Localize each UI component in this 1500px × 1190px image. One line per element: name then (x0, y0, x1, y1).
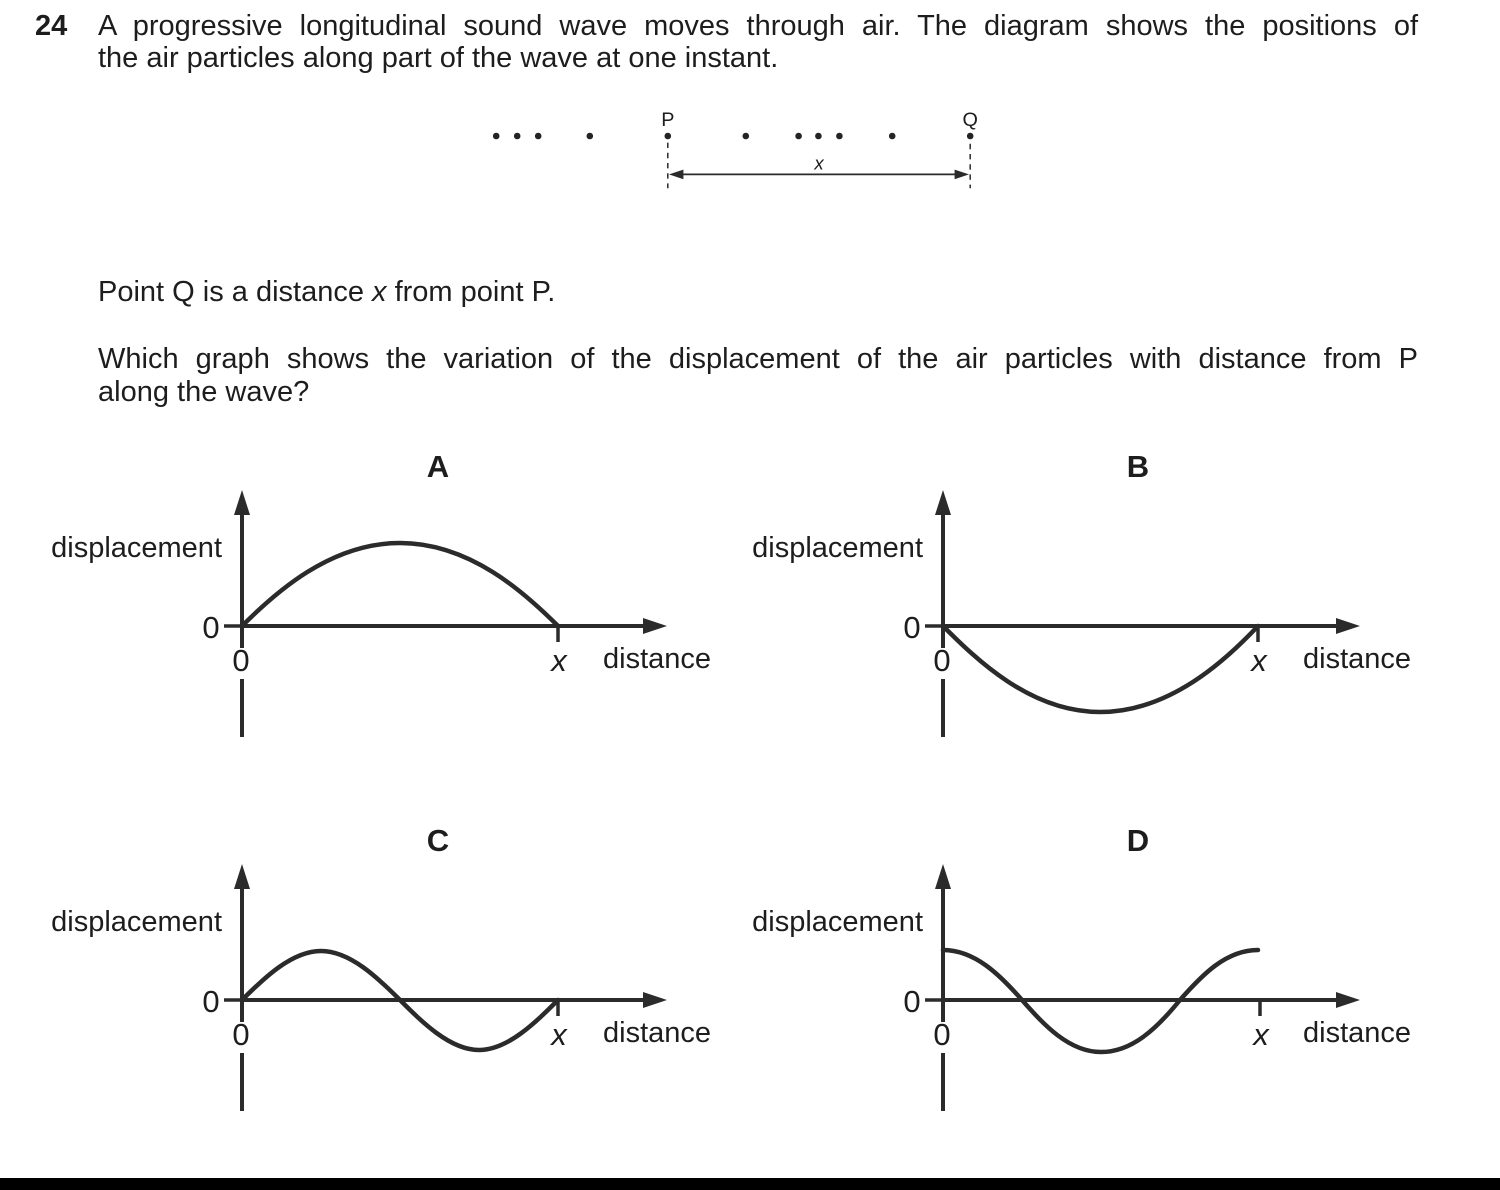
graph-c-x-axis-label: distance (603, 1017, 712, 1049)
graph-a-x-zero: 0 (232, 643, 250, 678)
air-particle-dot (836, 133, 843, 140)
air-particle-dot (889, 133, 896, 140)
graph-a-x-axis-label: distance (603, 643, 712, 675)
graph-c-y-axis-label: displacement (51, 906, 222, 938)
point-note-suffix: from point P. (386, 276, 556, 308)
graph-b-x-axis-label: distance (1303, 643, 1412, 675)
graph-a-x-tick-label: x (551, 643, 567, 678)
graph-c-x-tick-label: x (551, 1017, 567, 1052)
arrowhead-left-icon (669, 170, 683, 180)
prompt-line-2: along the wave? (98, 376, 310, 408)
question-number: 24 (35, 10, 68, 42)
graph-option-c (51, 823, 711, 1111)
particle-diagram (0, 100, 1500, 250)
distance-x-label: x (814, 152, 824, 174)
graph-c-x-arrowhead-icon (643, 992, 667, 1008)
air-particle-dot (815, 133, 822, 140)
air-particle-dot (967, 133, 974, 140)
graph-a-y-axis-label: displacement (51, 532, 222, 564)
graph-b-y-zero: 0 (903, 610, 921, 645)
graph-b-label: B (1126, 449, 1150, 484)
point-note-line (98, 276, 1418, 308)
graph-a-label: A (426, 449, 450, 484)
point-note-variable: x (372, 276, 387, 308)
air-particle-dot (535, 133, 542, 140)
question-intro (98, 10, 1418, 74)
graph-a-x-arrowhead-icon (643, 618, 667, 634)
arrowhead-right-icon (955, 170, 969, 180)
intro-line-1: A progressive longitudinal sound wave moves through air. The diagram shows the positions of (98, 10, 1418, 42)
graph-b-y-axis-label: displacement (752, 532, 923, 564)
graph-c-label: C (426, 823, 450, 858)
graph-b-x-zero: 0 (933, 643, 951, 678)
air-particle-dot (587, 133, 594, 140)
graph-d-y-zero: 0 (903, 984, 921, 1019)
particle-dots (493, 133, 974, 140)
graph-d-x-axis-label: distance (1303, 1017, 1412, 1049)
graph-option-a (51, 449, 711, 737)
graph-d-x-arrowhead-icon (1336, 992, 1360, 1008)
question-prompt (98, 343, 1418, 409)
air-particle-dot (665, 133, 672, 140)
graph-a-curve (242, 543, 558, 626)
graph-a-y-zero: 0 (202, 610, 220, 645)
point-note (98, 276, 1418, 308)
graph-b-curve (943, 626, 1258, 712)
air-particle-dot (493, 133, 500, 140)
graph-c-y-zero: 0 (202, 984, 220, 1019)
graph-d-label: D (1126, 823, 1150, 858)
graph-option-d (752, 823, 1411, 1111)
point-q-label: Q (962, 108, 978, 131)
page-edge-bar (0, 1178, 1500, 1190)
prompt-line-1: Which graph shows the variation of the displacement of the air particles with distance from P (98, 343, 1418, 375)
answer-graphs (0, 430, 1500, 1190)
air-particle-dot (514, 133, 521, 140)
graph-option-b (752, 449, 1411, 737)
graph-c-x-zero: 0 (232, 1017, 250, 1052)
graph-b-x-tick-label: x (1251, 643, 1267, 678)
intro-line-2: the air particles along part of the wave at one instant. (98, 42, 779, 74)
graph-d-y-axis-label: displacement (752, 906, 923, 938)
graph-b-x-arrowhead-icon (1336, 618, 1360, 634)
point-p-label: P (661, 108, 675, 131)
point-note-prefix: Point Q is a distance (98, 276, 373, 308)
air-particle-dot (743, 133, 750, 140)
graph-d-x-zero: 0 (933, 1017, 951, 1052)
graph-d-x-tick-label: x (1253, 1017, 1269, 1052)
air-particle-dot (795, 133, 802, 140)
